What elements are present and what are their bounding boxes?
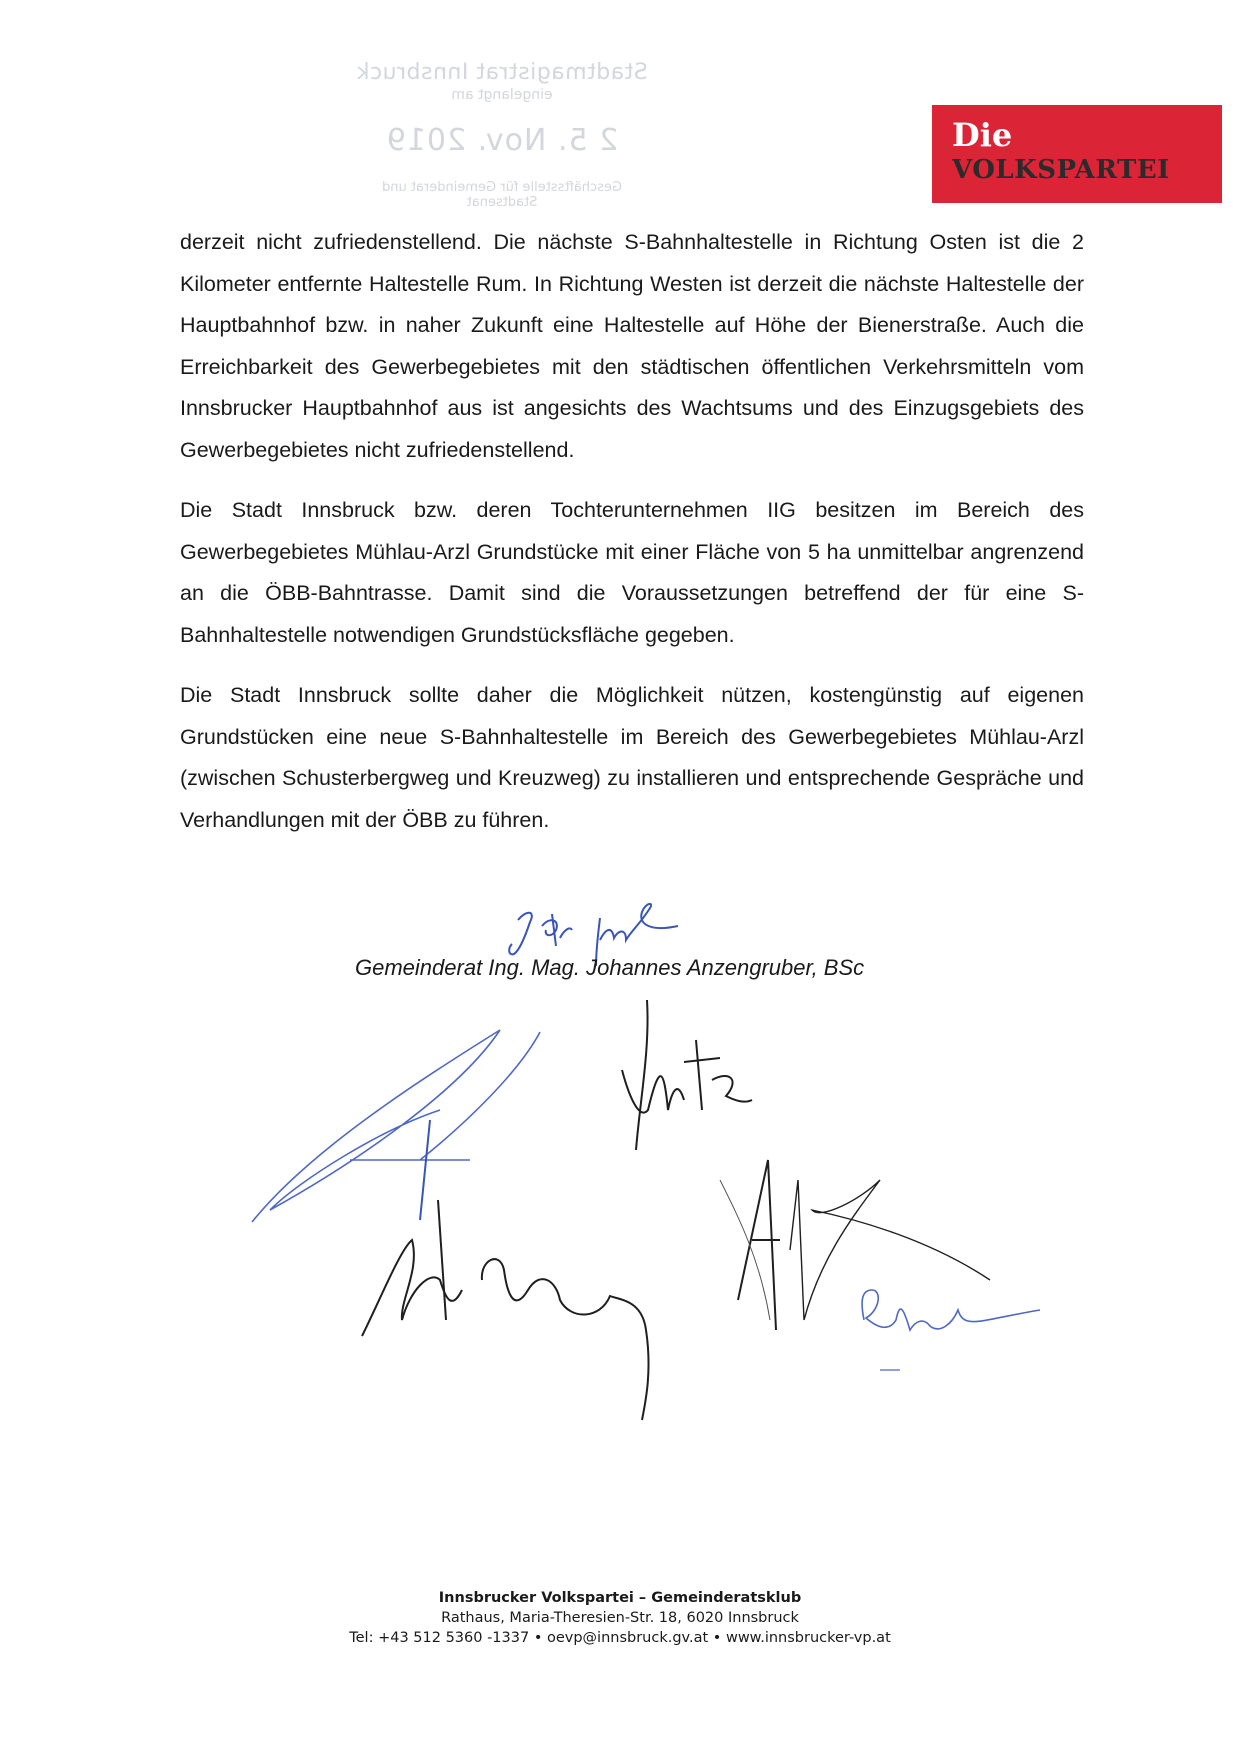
- stamp-department: Geschäftsstelle für Gemeinderat und Stadtsenat: [381, 180, 623, 210]
- stamp-date: 2 5. Nov. 2019: [385, 123, 619, 158]
- footer-club: Innsbrucker Volkspartei – Gemeinderatsklub: [438, 1590, 802, 1606]
- signature-thin-black: [720, 1160, 990, 1330]
- stamp-office: Stadtmagistrat Innsbruck: [356, 60, 648, 85]
- paragraph-2: Die Stadt Innsbruck bzw. deren Tochterunternehmen IIG besitzen im Bereich des Gewerbegebietes Mühlau-Arzl Grundstücke mit einer Fläche von 5 ha unmittelbar angrenzend an die ÖBB-Bahntrasse. Damit sind die Voraussetzungen betreffend der für eine S-Bahnhaltestelle notwendigen Grundstücksfläche gegeben.: [180, 498, 1084, 647]
- signature-small-blue: [862, 1290, 1040, 1370]
- stamp-received-label: eingelangt am: [451, 87, 553, 103]
- logo-volkspartei: VOLKSPARTEI: [952, 155, 1170, 185]
- signature-black-bottom: [362, 1200, 649, 1420]
- signer-name: Gemeinderat Ing. Mag. Johannes Anzengruber, BSc: [355, 955, 865, 980]
- signature-kuetz: [622, 1000, 752, 1150]
- logo-die: Die: [952, 116, 1013, 154]
- footer-contact: Tel: +43 512 5360 -1337 • oevp@innsbruck.gv.at • www.innsbrucker-vp.at: [349, 1630, 891, 1646]
- footer-address: Rathaus, Maria-Theresien-Str. 18, 6020 Innsbruck: [441, 1610, 799, 1626]
- signature-blue-diagonal: [252, 1030, 540, 1222]
- paragraph-3: Die Stadt Innsbruck sollte daher die Möglichkeit nützen, kostengünstig auf eigenen Grundstücken eine neue S-Bahnhaltestelle im Bereich des Gewerbegebietes Mühlau-Arzl (zwischen Schusterbergweg und Kreuzweg) zu installieren und entsprechende Gespräche und Verhandlungen mit der ÖBB zu führen.: [180, 683, 1084, 832]
- letter-footer: [0, 1588, 1240, 1648]
- paragraph-1: derzeit nicht zufriedenstellend. Die nächste S-Bahnhaltestelle in Richtung Osten ist die 2 Kilometer entfernte Haltestelle Rum. In Richtung Westen ist derzeit die nächste Haltestelle der Hauptbahnhof bzw. in naher Zukunft eine Haltestelle auf Höhe der Bienerstraße. Auch die Erreichbarkeit des Gewerbegebietes mit den städtischen öffentlichen Verkehrsmitteln vom Innsbrucker Hauptbahnhof aus ist angesichts des Wachtsums und des Einzugsgebiets des Gewerbegebietes nicht zufriedenstellend.: [180, 230, 1084, 462]
